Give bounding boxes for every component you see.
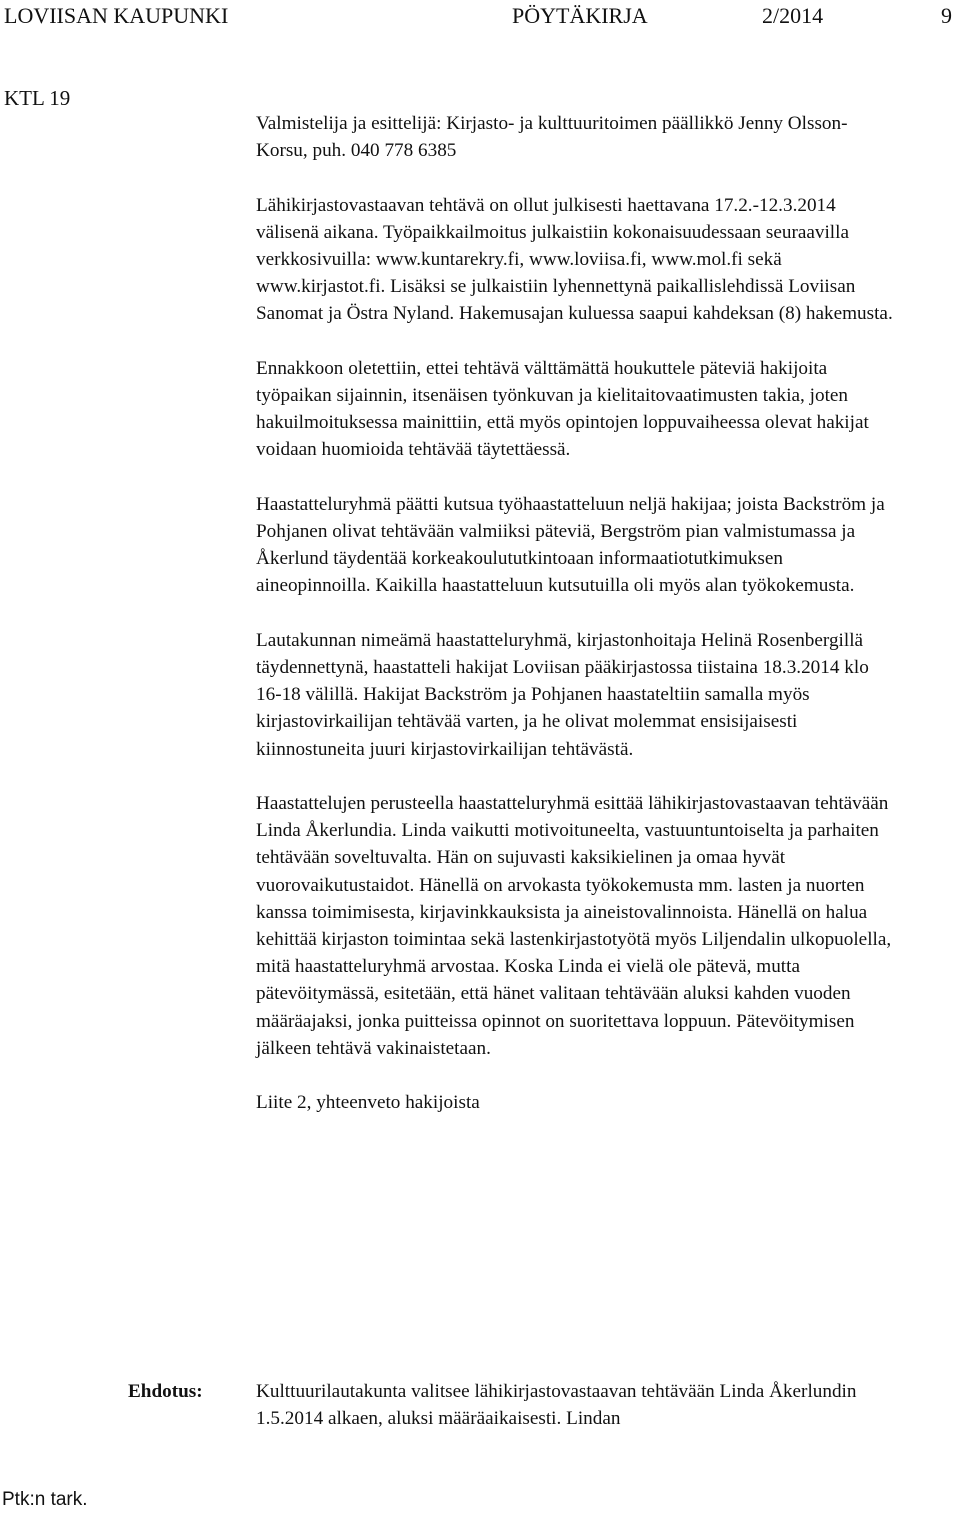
paragraph-interview-invitations: Haastatteluryhmä päätti kutsua työhaastatteluun neljä hakijaa; joista Backström ja Pohjanen olivat tehtävään valmiiksi päteviä, Bergström pian valmistumassa ja Åkerlund täydentää korkeakoulututkintoaan informaatiotutkimuksen aineopinnoilla. Kaikilla haastatteluun kutsutuilla oli myös alan työkokemusta. xyxy=(256,493,885,597)
minutes-checker-footer: Ptk:n tark. xyxy=(2,1489,88,1510)
paragraph-expectations: Ennakkoon oletettiin, ettei tehtävä välttämättä houkuttele päteviä hakijoita työpaikan sijainnin, itsenäisen työnkuvan ja kielitaitovaatimusten takia, joten hakuilmoituksessa mainittiin, että myös opintojen loppuvaiheessa olevat hakijat voidaan huomioida tehtävää täytettäessä. xyxy=(256,357,869,461)
paragraph-interviews: Lautakunnan nimeämä haastatteluryhmä, kirjastonhoitaja Helinä Rosenbergillä täydennettynä, haastatteli hakijat Loviisan pääkirjastossa tiistaina 18.3.2014 klo 16-18 välillä. Hakijat Backström ja Pohjanen haastateltiin samalla myös kirjastovirkailijan tehtävää varten, ja he olivat molemmat ensisijaisesti kiinnostuneita juuri kirjastovirkailijan tehtävästä. xyxy=(256,629,869,760)
proposal-text: Kulttuurilautakunta valitsee lähikirjastovastaavan tehtävään Linda Åkerlundin 1.5.2014 alkaen, aluksi määräaikaisesti. Lindan xyxy=(256,1381,857,1430)
section-id: KTL 19 xyxy=(4,86,71,110)
attachment-reference: Liite 2, yhteenveto hakijoista xyxy=(256,1092,480,1114)
organization-name: LOVIISAN KAUPUNKI xyxy=(4,3,229,28)
page-number: 9 xyxy=(941,3,952,28)
preparer-info: Valmistelija ja esittelijä: Kirjasto- ja kulttuuritoimen päällikkö Jenny Olsson-Korsu, puh. 040 778 6385 xyxy=(256,113,848,162)
document-type: PÖYTÄKIRJA xyxy=(512,3,648,28)
meeting-number: 2/2014 xyxy=(762,3,824,28)
paragraph-application-period: Lähikirjastovastaavan tehtävä on ollut julkisesti haettavana 17.2.-12.3.2014 välisenä aikana. Työpaikkailmoitus julkaistiin kokonaisuudessaan seuraavilla verkkosivuilla: www.kuntarekry.fi, www.loviisa.fi, www.mol.fi sekä www.kirjastot.fi. Lisäksi se julkaistiin lyhennettynä paikallislehdissä Loviisan Sanomat ja Östra Nyland. Hakemusajan kuluessa saapui kahdeksan (8) hakemusta. xyxy=(256,194,893,325)
document-body xyxy=(256,110,896,1116)
page-header xyxy=(0,0,960,32)
paragraph-recommendation: Haastattelujen perusteella haastatteluryhmä esittää lähikirjastovastaavan tehtävään Linda Åkerlundia. Linda vaikutti motivoituneelta, vastuuntuntoiselta ja parhaiten tehtävään soveltuvalta. Hän on sujuvasti kaksikielinen ja omaa hyvät vuorovaikutustaidot. Hänellä on arvokasta työkokemusta mm. lasten ja nuorten kanssa toimimisesta, kirjavinkkauksista ja aineistovalinnoista. Hänellä on halua kehittää kirjaston toimintaa sekä lastenkirjastotyötä myös Liljendalin ulkopuolella, mitä haastatteluryhmä arvostaa. Koska Linda ei vielä ole pätevä, mutta pätevöitymässä, esitetään, että hänet valitaan tehtävään aluksi kahden vuoden määräajaksi, jonka puitteissa opinnot on suoritettava loppuun. Pätevöitymisen jälkeen tehtävä vakinaistetaan. xyxy=(256,793,892,1059)
proposal-label: Ehdotus: xyxy=(128,1381,203,1402)
